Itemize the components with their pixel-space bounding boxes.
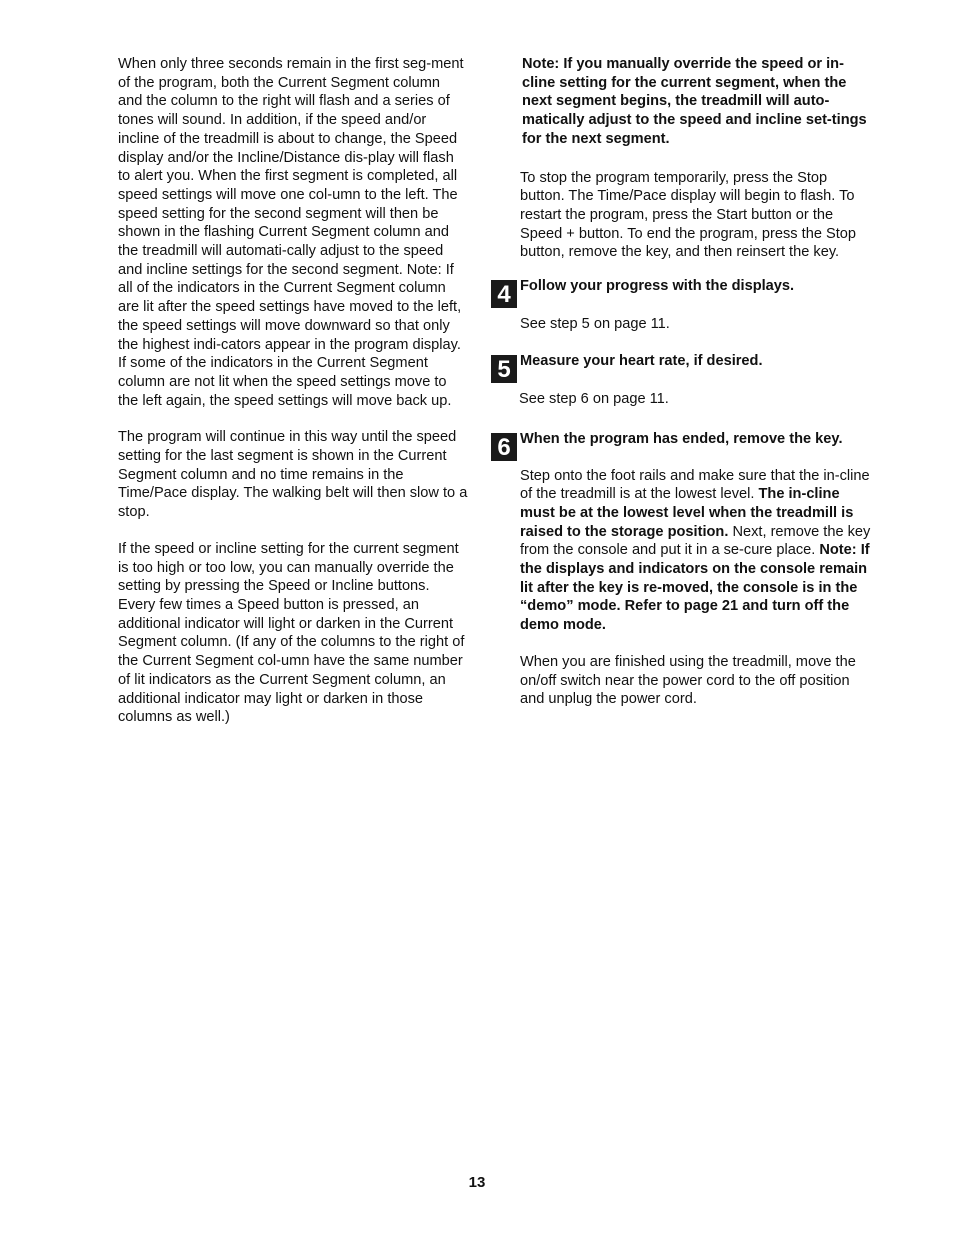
left-column — [118, 55, 468, 727]
step-6-body-c: Next, remove the key from the console and put it in a se-cure place. — [520, 523, 871, 559]
page-number: 13 — [468, 1174, 486, 1191]
step-5-heading: Measure your heart rate, if desired. — [520, 353, 763, 370]
step-4 — [497, 277, 872, 333]
paragraph-segment-timing: When only three seconds remain in the first seg-ment of the program, both the Current Segment column and the column to the right will flash and a series of tones will sound. In addition, if the speed and/or incline of the treadmill is about to change, the Speed display and/or the Incline/Distance dis-play will flash to alert you. When the first segment is completed, all speed settings will move one col-umn to the left. The speed setting for the second segment will then be shown in the flashing Current Segment column and the treadmill will automati-cally adjust to the speed and incline settings for the second segment. Note: If all of the indicators in the Current Segment column are lit after the speed settings have moved to the left, the speed settings will move downward so that only the highest indi-cators appear in the program display. If some of the indicators in the Current Segment column are not lit when the speed settings move to the left again, the speed settings will move back up. — [118, 56, 464, 409]
note-override: Note: If you manually override the speed or in-cline setting for the current segment, when the next segment begins, the treadmill will auto-matically adjust to the speed and incline set-tings for the next segment. — [522, 56, 867, 147]
step-6-body-a: Step onto the foot rails and make sure that the in-cline of the treadmill is at the lowest level. — [520, 467, 870, 503]
step-number-6: 6 — [491, 433, 517, 461]
step-6-body-d: Note: If the displays and indicators on the console remain lit after the key is re-moved, the console is in the “demo” mode. Refer to page 21 and turn off the demo mode. — [520, 542, 870, 634]
paragraph-manual-override: If the speed or incline setting for the current segment is too high or too low, you can manually override the setting by pressing the Speed or Incline buttons. Every few times a Speed button is pressed, an additional indicator will light or darken in the Current Segment column. (If any of the columns to the right of the Current Segment col-umn have the same number of lit indicators as the Current Segment column, an additional indicator may light or darken in those columns as well.) — [118, 540, 465, 726]
step-6-finish: When you are finished using the treadmill, move the on/off switch near the power cord to the off position and unplug the power cord. — [520, 653, 856, 708]
step-number-4: 4 — [491, 280, 517, 308]
step-6-body-b: The in-cline must be at the lowest level when the treadmill is raised to the storage position. — [520, 486, 854, 540]
step-6 — [497, 430, 872, 709]
step-4-heading: Follow your progress with the displays. — [520, 278, 795, 295]
step-6-heading: When the program has ended, remove the key. — [520, 430, 843, 447]
paragraph-stop-program: To stop the program temporarily, press the Stop button. The Time/Pace display will begin to flash. To restart the program, press the Start button or the Speed + button. To end the program, press the Stop button, remove the key, and then reinsert the key. — [520, 169, 857, 261]
step-5-body: See step 6 on page 11. — [519, 391, 669, 408]
step-5 — [497, 352, 872, 408]
step-4-body: See step 5 on page 11. — [520, 315, 670, 332]
step-6-body — [520, 467, 872, 635]
paragraph-program-end: The program will continue in this way until the speed setting for the last segment is shown in the Current Segment column and no time remains in the Time/Pace display. The walking belt will then slow to a stop. — [118, 429, 468, 521]
step-number-5: 5 — [491, 355, 517, 383]
right-column — [497, 55, 872, 709]
